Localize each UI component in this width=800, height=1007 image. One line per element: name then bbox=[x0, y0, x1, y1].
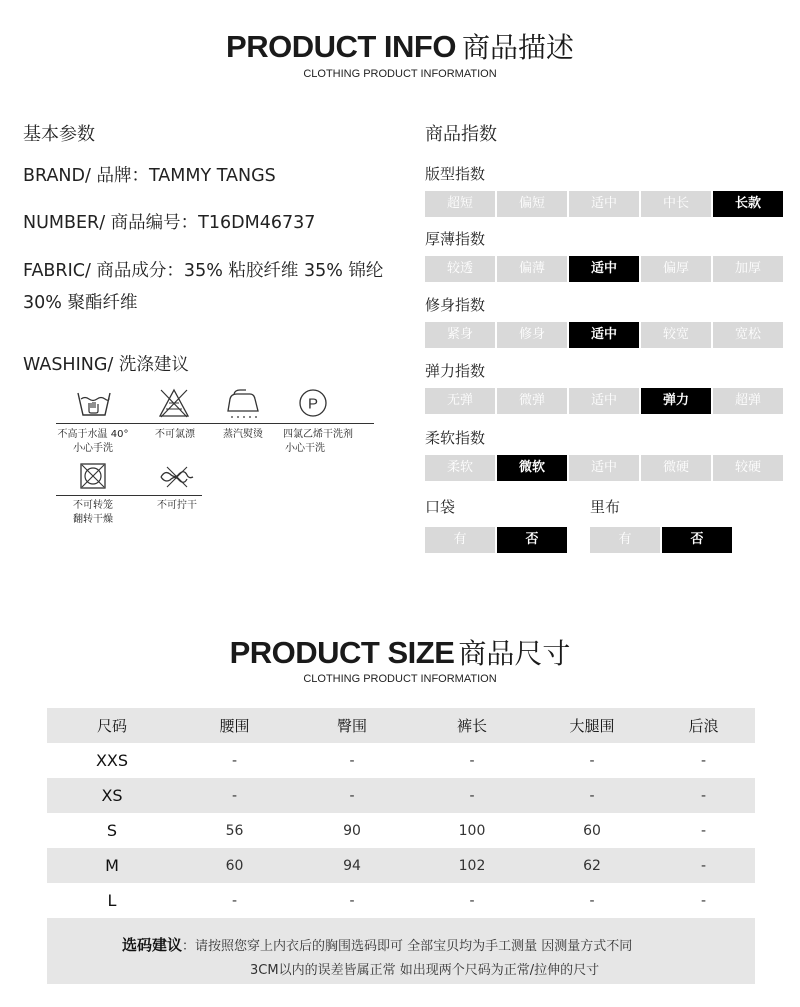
scale-option-selected: 否 bbox=[662, 527, 732, 553]
wash-label-bleach bbox=[145, 428, 205, 442]
index-scale bbox=[425, 388, 785, 414]
number-line: NUMBER/ 商品编号：T16DM46737 bbox=[23, 213, 316, 233]
basic-heading: 基本参数 bbox=[23, 124, 95, 145]
wash-label-wring-1: 不可拧干 bbox=[157, 500, 197, 511]
index-row-softness bbox=[425, 427, 785, 481]
no-bleach-icon bbox=[158, 387, 190, 419]
scale-option-selected: 微软 bbox=[497, 455, 567, 481]
steam-iron-icon bbox=[224, 389, 262, 419]
table-cell: - bbox=[652, 848, 755, 883]
index-scale bbox=[425, 256, 785, 282]
fabric-line-2: 30% 聚酯纤维 bbox=[23, 293, 138, 313]
scale-option: 偏短 bbox=[497, 191, 567, 217]
table-cell: - bbox=[292, 778, 412, 813]
fabric-line-1: FABRIC/ 商品成分：35% 粘胶纤维 35% 锦纶 bbox=[23, 261, 384, 281]
table-cell: 56 bbox=[225, 822, 244, 839]
index-title: 柔软指数 bbox=[425, 429, 486, 447]
info-subtitle: CLOTHING PRODUCT INFORMATION bbox=[303, 68, 497, 80]
scale-option: 中长 bbox=[641, 191, 711, 217]
size-note-line2: 3CM以内的误差皆属正常 如出现两个尺码为正常/拉伸的尺寸 bbox=[250, 963, 600, 978]
lining-scale bbox=[590, 527, 734, 553]
index-row-pocket bbox=[425, 496, 569, 553]
dry-clean-p-icon bbox=[298, 388, 328, 418]
index-row-stretch bbox=[425, 360, 785, 414]
no-tumble-dry-icon bbox=[80, 463, 106, 489]
wash-label-tub-2: 小心手洗 bbox=[73, 443, 113, 454]
index-row-slim bbox=[425, 294, 785, 348]
dry-clean-letter: P bbox=[307, 395, 319, 413]
scale-option: 宽松 bbox=[713, 322, 783, 348]
scale-option: 微硬 bbox=[641, 455, 711, 481]
scale-option: 有 bbox=[425, 527, 495, 553]
info-header bbox=[0, 26, 800, 80]
column-header: 大腿围 bbox=[532, 708, 652, 743]
wash-row1-rule bbox=[56, 423, 374, 424]
table-row bbox=[47, 883, 755, 918]
table-row bbox=[47, 778, 755, 813]
scale-option: 有 bbox=[590, 527, 660, 553]
scale-option: 无弹 bbox=[425, 388, 495, 414]
info-title-cn: 商品描述 bbox=[461, 31, 574, 64]
table-cell: 60 bbox=[177, 848, 292, 883]
scale-option: 适中 bbox=[569, 455, 639, 481]
wash-row2-rule bbox=[56, 495, 202, 496]
table-cell: - bbox=[700, 822, 707, 839]
table-cell: - bbox=[349, 752, 355, 769]
wash-label-tumble bbox=[58, 499, 128, 527]
index-scale bbox=[425, 191, 785, 217]
wash-label-bleach-1: 不可氯漂 bbox=[155, 429, 195, 440]
table-cell: - bbox=[652, 778, 755, 813]
column-header: 裤长 bbox=[412, 708, 532, 743]
scale-option-selected: 否 bbox=[497, 527, 567, 553]
wash-label-iron bbox=[213, 428, 273, 442]
wash-label-wring bbox=[145, 499, 209, 513]
size-table-body bbox=[47, 743, 755, 918]
table-cell: - bbox=[349, 892, 355, 909]
size-note-label: 选码建议 bbox=[122, 936, 183, 954]
index-row-thickness bbox=[425, 228, 785, 282]
scale-option: 超弹 bbox=[713, 388, 783, 414]
scale-option-selected: 弹力 bbox=[641, 388, 711, 414]
table-cell: - bbox=[469, 752, 475, 769]
size-note bbox=[47, 918, 755, 984]
column-header: 臀围 bbox=[292, 708, 412, 743]
table-row bbox=[47, 743, 755, 778]
scale-option: 适中 bbox=[569, 191, 639, 217]
wash-label-tumble-1: 不可转笼 bbox=[73, 500, 113, 511]
scale-option: 偏薄 bbox=[497, 256, 567, 282]
scale-option-selected: 适中 bbox=[569, 322, 639, 348]
index-scale bbox=[425, 322, 785, 348]
size-header bbox=[0, 632, 800, 685]
index-heading: 商品指数 bbox=[425, 124, 497, 145]
index-title: 厚薄指数 bbox=[425, 230, 486, 248]
wash-label-tub-1: 不高于水温 40° bbox=[57, 429, 129, 440]
index-scale bbox=[425, 455, 785, 481]
index-title: 版型指数 bbox=[425, 165, 486, 183]
wash-label-dryclean bbox=[283, 428, 363, 456]
wash-label-tub bbox=[48, 428, 138, 456]
table-cell: 100 bbox=[458, 822, 486, 839]
index-title: 修身指数 bbox=[425, 296, 486, 314]
scale-option: 加厚 bbox=[713, 256, 783, 282]
washing-heading: WASHING/ 洗涤建议 bbox=[23, 355, 189, 375]
pocket-title: 口袋 bbox=[425, 498, 456, 516]
column-header: 腰围 bbox=[177, 708, 292, 743]
wash-label-iron-1: 蒸汽熨烫 bbox=[223, 429, 263, 440]
table-cell: - bbox=[412, 778, 532, 813]
index-title: 弹力指数 bbox=[425, 362, 486, 380]
table-cell: - bbox=[700, 752, 707, 769]
table-cell: - bbox=[700, 892, 707, 909]
column-header: 尺码 bbox=[47, 708, 177, 743]
lining-title: 里布 bbox=[590, 498, 621, 516]
column-header: 后浪 bbox=[652, 708, 755, 743]
wash-label-tumble-2: 翻转干燥 bbox=[73, 514, 113, 525]
wash-tub-icon bbox=[76, 387, 112, 419]
scale-option: 柔软 bbox=[425, 455, 495, 481]
table-cell: - bbox=[532, 778, 652, 813]
table-cell: - bbox=[589, 752, 595, 769]
table-cell: - bbox=[469, 892, 475, 909]
size-table bbox=[47, 708, 755, 918]
table-cell: 90 bbox=[343, 822, 361, 839]
brand-line: BRAND/ 品牌：TAMMY TANGS bbox=[23, 166, 276, 186]
info-title-en: PRODUCT INFO bbox=[226, 29, 456, 64]
table-row bbox=[47, 848, 755, 883]
table-cell: - bbox=[177, 778, 292, 813]
scale-option: 偏厚 bbox=[641, 256, 711, 282]
table-cell: 62 bbox=[532, 848, 652, 883]
wash-label-dryclean-1: 四氯乙烯干洗剂 bbox=[283, 429, 353, 440]
size-title-en: PRODUCT SIZE bbox=[229, 635, 455, 670]
size-label-cell: XS bbox=[47, 778, 177, 813]
size-subtitle: CLOTHING PRODUCT INFORMATION bbox=[303, 673, 497, 685]
table-row bbox=[47, 813, 755, 848]
size-label-cell: L bbox=[107, 891, 117, 910]
wash-label-dryclean-2: 小心干洗 bbox=[285, 443, 325, 454]
size-table-header bbox=[47, 708, 755, 743]
scale-option: 适中 bbox=[569, 388, 639, 414]
table-cell: - bbox=[231, 752, 238, 769]
scale-option-selected: 长款 bbox=[713, 191, 783, 217]
scale-option: 较硬 bbox=[713, 455, 783, 481]
table-cell: 60 bbox=[583, 822, 601, 839]
scale-option: 较宽 bbox=[641, 322, 711, 348]
size-label-cell: S bbox=[106, 821, 118, 840]
table-cell: - bbox=[589, 892, 595, 909]
scale-option: 紧身 bbox=[425, 322, 495, 348]
size-label-cell: XXS bbox=[95, 751, 129, 770]
table-cell: 102 bbox=[412, 848, 532, 883]
index-row-fit bbox=[425, 163, 785, 217]
scale-option: 超短 bbox=[425, 191, 495, 217]
scale-option: 较透 bbox=[425, 256, 495, 282]
size-note-line1: ：请按照您穿上内衣后的胸围选码即可 全部宝贝均为手工测量 因测量方式不同 bbox=[182, 939, 633, 954]
index-row-lining bbox=[590, 496, 734, 553]
no-wring-icon bbox=[159, 466, 195, 488]
table-cell: 94 bbox=[292, 848, 412, 883]
table-cell: - bbox=[231, 892, 238, 909]
scale-option-selected: 适中 bbox=[569, 256, 639, 282]
pocket-scale bbox=[425, 527, 569, 553]
size-title-cn: 商品尺寸 bbox=[458, 637, 571, 670]
scale-option: 微弹 bbox=[497, 388, 567, 414]
size-label-cell: M bbox=[47, 848, 177, 883]
scale-option: 修身 bbox=[497, 322, 567, 348]
